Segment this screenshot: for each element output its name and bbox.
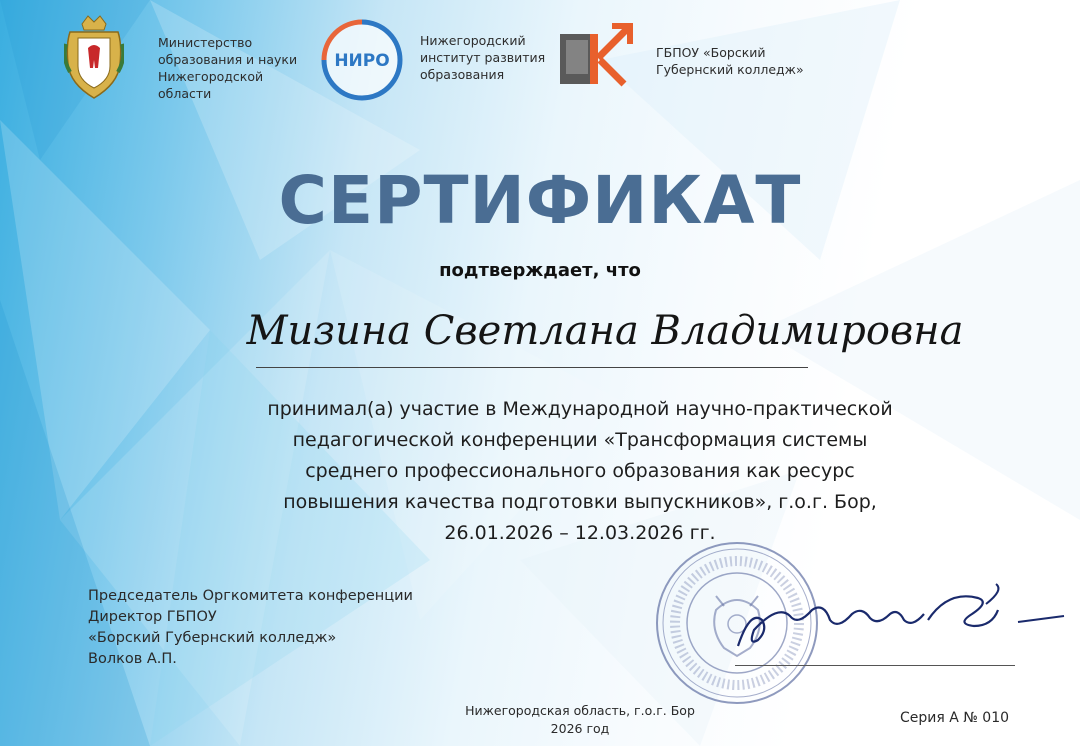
niro-logo-text: НИРО [334, 51, 390, 71]
certificate-title: СЕРТИФИКАТ [278, 162, 802, 239]
signature-line [735, 665, 1015, 666]
ministry-line: Министерство [158, 35, 253, 50]
place-line: Нижегородская область, г.о.г. Бор [465, 703, 695, 718]
body-line: педагогической конференции «Трансформация системы [292, 429, 868, 451]
name-underline [256, 367, 808, 368]
signer-line: Волков А.П. [88, 651, 177, 667]
ministry-name [158, 34, 297, 102]
body-line: 26.01.2026 – 12.03.2026 гг. [444, 522, 716, 544]
college-line: ГБПОУ «Борский [656, 45, 766, 60]
niro-line: образования [420, 67, 505, 82]
signer-line: Директор ГБПОУ [88, 609, 217, 625]
coat-of-arms-icon [64, 14, 124, 100]
college-name [656, 44, 804, 78]
niro-line: институт развития [420, 50, 546, 65]
signer-line: Председатель Оргкомитета конференции [88, 588, 413, 604]
recipient-name: Мизина Светлана Владимировна [246, 308, 964, 354]
ministry-line: области [158, 86, 212, 101]
confirms-text: подтверждает, что [439, 260, 641, 281]
signer-block [88, 586, 413, 670]
place-and-year [430, 702, 730, 738]
ministry-line: Нижегородской [158, 69, 264, 84]
serial-number: Серия А № 010 [900, 710, 1010, 726]
ministry-line: образования и науки [158, 52, 298, 67]
certificate-body [220, 394, 940, 549]
college-logo-icon [558, 22, 636, 88]
year-line: 2026 год [550, 721, 610, 736]
college-line: Губернский колледж» [656, 62, 804, 77]
body-line: принимал(а) участие в Международной научно-практической [267, 398, 893, 420]
niro-logo-icon [316, 18, 408, 102]
body-line: повышения качества подготовки выпускников», г.о.г. Бор, [283, 491, 877, 513]
niro-name [420, 32, 545, 83]
signer-line: «Борский Губернский колледж» [88, 630, 337, 646]
niro-line: Нижегородский [420, 33, 526, 48]
body-line: среднего профессионального образования как ресурс [305, 460, 855, 482]
signature-icon [728, 580, 1068, 660]
